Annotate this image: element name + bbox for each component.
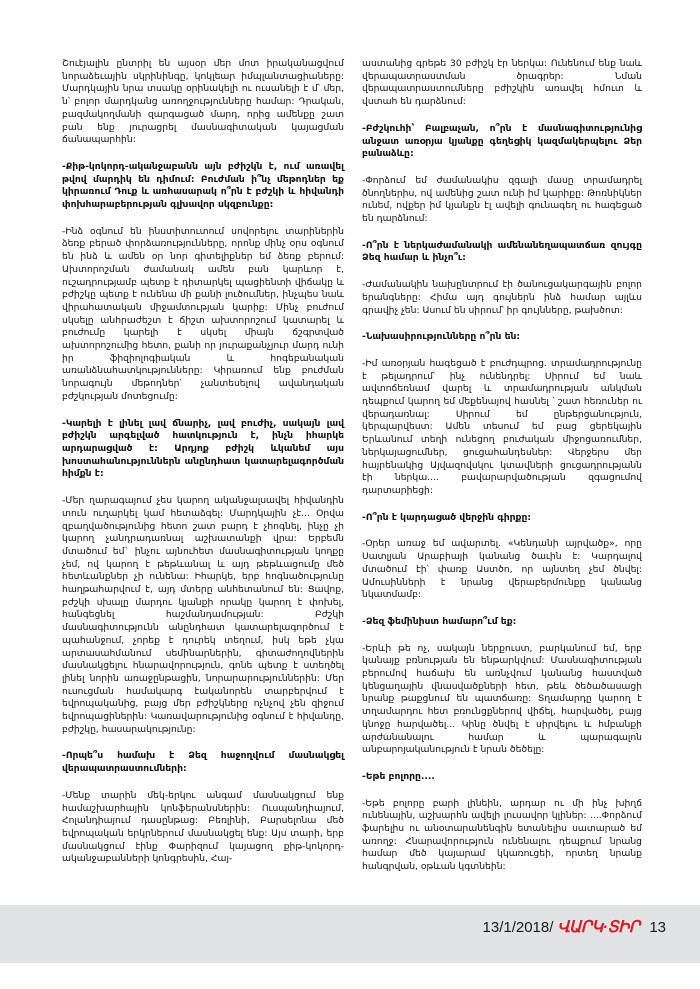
interview-answer: -Օրեր առաջ եմ ավարտել. «Կենդանի այրվածք», որը Սատլյան Արաբիայի կանանց ծաւին է: Կարդալով մտածում էի՝ փառք Աստծո, որ այնտեղ չեմ ծնվել: Ամուսինների է նրանց վերաբերմունքը կանանց նկատմամբ: bbox=[362, 538, 642, 601]
interview-answer: -Մենք տարին մեկ-երկու անգամ մասնակցում ենք համաշխարհային կոնֆերանսներին: Ուսպանդիայում, Հոլանդիայում դասընթաց: Բեռլինի, Բարսելոնա մեծ եվրոպական երկրներում մասնակցել ենք: Այս տարի, երբ մասնակցում էինք Փարիզում կայացող քիթ-կոկորդ-ականջաբանների կոնգրեսին, Հայ- bbox=[62, 789, 344, 865]
interview-question: -Ձեզ ֆեմինիստ համարո՞ւմ եք: bbox=[362, 615, 517, 627]
interview-answer: աստանից գրեթե 30 բժիշկ էր ներկա: Ունենում ենք նաև վերապատրաստման ծրագրեր: Նման վերապատրաստումները բժիշկին առավել հմուտ և վստահ են դարձնում: bbox=[362, 58, 642, 108]
interview-answer: -Մեր ղարագայում չես կարող ականջալսավել հիվանդին տուն ուղարկել կամ հետաձգել: Մարդկային չէ... Օրվա զբաղվածությունից հետո շատ բարդ է չհոգնել, ինչը չի կարող չանդրադառնալ աշխատանքի վրա: Երբեմն մտածում եմ` ինչու այնուհետ մասնագիտության կողքը չեմ, ով կարող է թեթևանալ և այդ թեթևացումը մեծ հետևանքներ չի ունենա: Իհարկե, երբ հոգնածությունը հաղթահարվում է, այդ մտերը անհետանում են: Ցավոք, բժշկի սխալը մարդու կյանքի որակը կարող է փոխել, հանգեցնել հաշմանդամության: Բժշկի մասնագիտությունն անընդհատ կատարելագործում է պահանջում, չորեք է դուրեկ տեղում, իսկ եթե չկա արտասահմանում սեմինարներին, գիտաժողովներին մասնակցելու հնարավորություն, գոնե պետք է ստեղծել լինել նորին առաջընթացին, նորարարություններին: Մեր ուսուցման համակարգ էականորեն տարբերվում է եվրոպականից, բայց մեր բժիշկները ոչնչով չեն զիջում եվրոպացիներին: Կառավարությունից օգնում է հիվանդը, բժիշկը, հասարակությունը: bbox=[62, 495, 344, 735]
right-text-column bbox=[362, 58, 642, 888]
footer-info bbox=[483, 917, 666, 937]
interview-question: -Ո՞րն է ներկաժամանակի ամենանեղապատճառ զույգը Ձեզ համար և ինչո՞ւ: bbox=[362, 239, 642, 264]
interview-question: -Բժշկուհի՝ Բալբաչան, ո՞րն է մասնագիտությունից անջատ առօրյա կյանքը գեղեցիկ կազմակերպելու Ձեր բանաձևը: bbox=[362, 122, 642, 160]
interview-answer: -Երևի թե ոչ, սակայն ներքուստ, բարկանում եմ, երբ կանայք բռնության են ենթարկվում: Մասնագիտության բերումով հաճախ են առնչվում կանանց հաստված կենցաղային վնասվածքների հետ, թեև ծեծածասացի նրանք թաքցնում են պատճառը: Տղամարդը կարող է տղամարդու հետ բռունցքներով վիճել, հարվածել, բայց կնոջը հարվածել... Կինը ծնվել է սիրվելու և հմբանքի արժանանալու համար և պարագալոն անբարոյականություն է նրան ծեծելը: bbox=[362, 642, 642, 756]
page-footer bbox=[0, 905, 700, 963]
page-number: 13 bbox=[649, 918, 666, 936]
interview-answer: -Ինձ օգնում են ինստիտուտում սովորելու տարիներին ձեռք բերած փորձառությունները, որոնք մինչ օրս օգնում են ինձ և ամեն օր նոր գիտելիքներ եմ ձեռք բերում: Ախտորոշման ժամանակ ամեն բան կարևոր է, ուշադրությամբ պետք է դիտարկել պացիենտի վիճակը և բժիշկը պետք է ունենա մի քանի լուծումներ, ինչպես նաև վիրահատական միջամտության կարիք: Մինչ բուժում սկսելը անհրաժեշտ է ճիշտ ախտորոշում կատարել և բուժումը կարելի է սկսել միայն ճշգրտված ախտորոշումից հետո, քանի որ յուրաքանչյուր մարդ ունի իր ֆիզիոլոգիական և հոգեբանական առանձնահատկությունները: Կիրառում ենք բուժման նորագույն մեթոդներ՝ չանտեսելով ավանդական բժշկության մոտեցումը: bbox=[62, 225, 344, 402]
interview-answer: -Ժամանակին նախընտրում էի ծանուցակարգային բոլոր երանգները: Հիմա այդ գույներն ինձ համար այլևս գրավիչ չեն: Ասում են սիրում՝ իր գույնները, թախծոտ: bbox=[362, 279, 642, 316]
interview-answer: Շուէյալին ընտրիլ են այսօր մեր մոտ իրականացվում նորաձեւային սկրինինգը, կոկլեար իմպլանտացիաները: Մարդկային նրա տսակը օրինակելի ու ուսանելի է մ՝ մեր, ն՝ բոլոր մարդկանց առողջությունները համար: Դրական, բազմակողմանի զարգացած մարդ, որից ամենքը շատ բան ենք յուրացրել մասնագիտական կայացման ճանապարհին: bbox=[62, 58, 344, 146]
left-text-column bbox=[62, 58, 344, 880]
interview-question: -Եթե բոլորը.... bbox=[362, 770, 435, 782]
interview-question: -Քիթ-կոկորդ-ականջաբանն այն բժիշկն է, ում առավել թվով մարդիկ են դիմում: Բուժման ի՞նչ մեթոդներ եք կիրառում Դուք և առհասարակ ո՞րն է բժշկի և հիվանդի փոխհարաբերության գլխավոր սկզբունքը: bbox=[62, 160, 344, 211]
interview-question: -Նախասիրությունները ո՞րն են: bbox=[362, 331, 521, 343]
interview-answer: -Իմ առօրյան հագեցած է բուժդպրոց. տրամադրությունը է թելադրում՝ ինչ ունենդրել: Սիրում եմ նաև ավտոճեռնամ վարել և տրամադրության անկման դեպքում կարող եմ մեքենայով հասնել ՝ շատ հեռուներ ու վերադառնալ: Սիրում եմ ընթերցանություն, կերպարվեստ: Ամեն տեսում եմ բաց ցերեկային Երևանում տեղի ունեցող բուժական միջոցառումներ, ներկայացումներ, ցուցահանդեսներ: Վերջերս մեր հայրենակից Այվազովսկու կտավների ցուցադրությանն էի ներկա.... բավարարվածության զգացումով դարտարիեցի: bbox=[362, 357, 642, 496]
magazine-logo: ՎԱՐԿ·ՏԻՐ bbox=[557, 919, 640, 936]
interview-answer: -Եթե բոլորը բարի լինեին, արդար ու մի ինչ խիղճ ունենային, աշխարհն ավելի լուսավոր կլիներ: ....Փորձում ֆարելիս ու անօտարանենգին ետանելիս սատարած եմ առողջ: Հնարավորություն ունենալու դեպքում նրանց համար մեծ կայարամ կկառուցեի, որտեղ նրանք հանգրվան, օթևան կգտնեին: bbox=[362, 797, 642, 873]
interview-question: -Որպե՞ս համախ է Ձեզ հաջողվում մասնակցել վերապատրաստումների: bbox=[62, 750, 344, 775]
interview-question: -Կարելի է լինել լավ ճնարիչ, լավ բուժիչ, սակայն լավ բժիշկն արգելված հատկություն է, ինչն իհարկե արդարացված է: Արդյոք բժիշկ ևկանեմ այս խոստահանություններն անընդհատ կատարելագործման հիմքն է: bbox=[62, 417, 344, 480]
interview-question: -Ո՞րն է կարդացած վերջին գիրքը: bbox=[362, 511, 532, 523]
issue-date: 13/1/2018/ bbox=[482, 918, 554, 936]
interview-answer: -Փորձում եմ ժամանակիս զգալի մասը տրամադրել ծնողներիս, ով ամենից շատ ունի իմ կարիքը: Թոռնիկներ ունեմ, ովքեր իմ կյանքն էլ ավելի գունագեղ ու հագեցած են դարձնում: bbox=[362, 174, 642, 225]
